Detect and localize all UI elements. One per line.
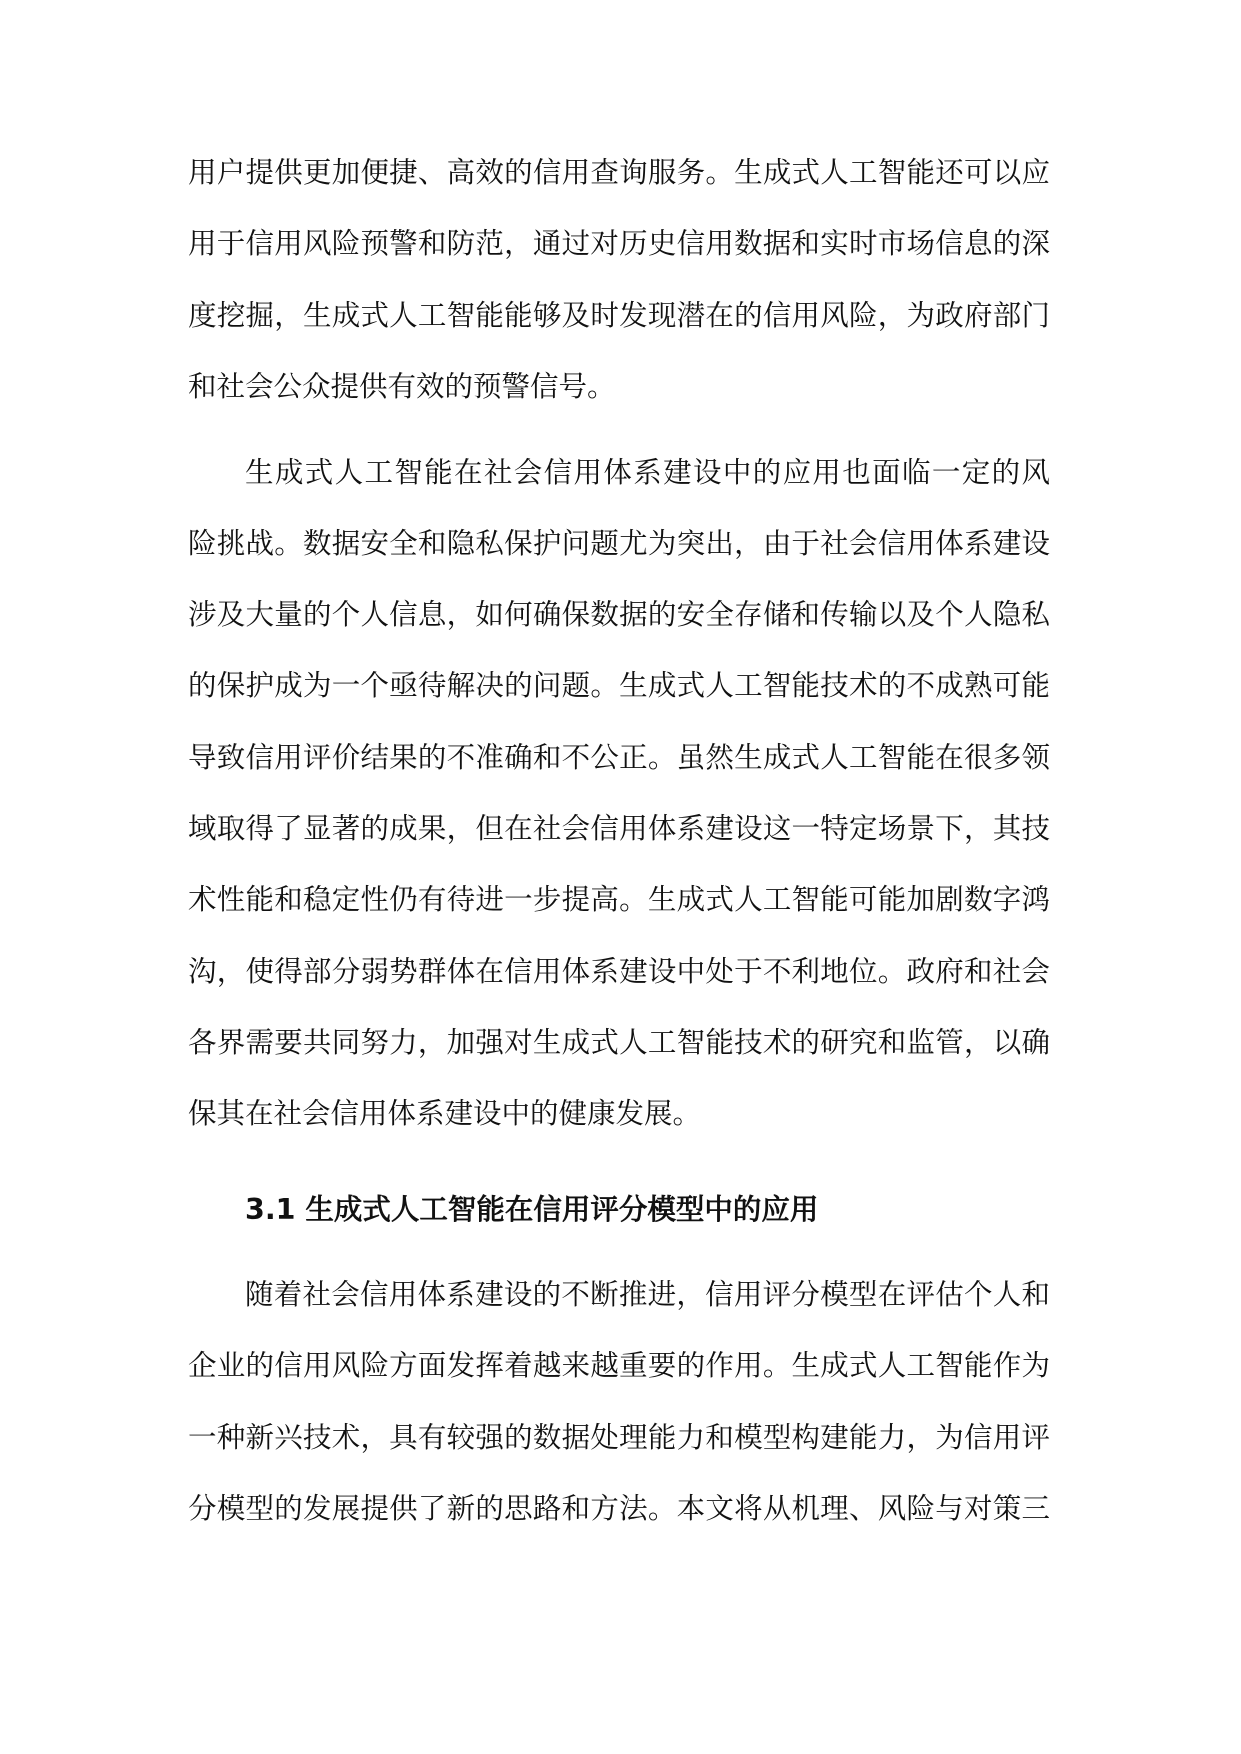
paragraph-1-line-2: 用于信用风险预警和防范，通过对历史信用数据和实时市场信息的深 (188, 227, 1050, 260)
paragraph-2-line-5: 导致信用评价结果的不准确和不公正。虽然生成式人工智能在很多领 (188, 741, 1050, 774)
paragraph-3-line-3: 一种新兴技术，具有较强的数据处理能力和模型构建能力，为信用评 (188, 1421, 1050, 1454)
paragraph-1-line-4: 和社会公众提供有效的预警信号。 (188, 370, 616, 403)
section-heading: 3.1 生成式人工智能在信用评分模型中的应用 (245, 1193, 819, 1226)
paragraph-1-line-1: 用户提供更加便捷、高效的信用查询服务。生成式人工智能还可以应 (188, 156, 1050, 189)
paragraph-3-line-4: 分模型的发展提供了新的思路和方法。本文将从机理、风险与对策三 (188, 1492, 1050, 1525)
paragraph-2-line-9: 各界需要共同努力，加强对生成式人工智能技术的研究和监管，以确 (188, 1026, 1050, 1059)
paragraph-2-line-2: 险挑战。数据安全和隐私保护问题尤为突出，由于社会信用体系建设 (188, 527, 1050, 560)
paragraph-2-line-6: 域取得了显著的成果，但在社会信用体系建设这一特定场景下，其技 (188, 812, 1050, 845)
paragraph-2-line-4: 的保护成为一个亟待解决的问题。生成式人工智能技术的不成熟可能 (188, 669, 1050, 702)
paragraph-3-line-1: 随着社会信用体系建设的不断推进，信用评分模型在评估个人和 (245, 1278, 1050, 1311)
paragraph-2-line-3: 涉及大量的个人信息，如何确保数据的安全存储和传输以及个人隐私 (188, 598, 1050, 631)
paragraph-2-line-7: 术性能和稳定性仍有待进一步提高。生成式人工智能可能加剧数字鸿 (188, 883, 1050, 916)
paragraph-2-line-8: 沟，使得部分弱势群体在信用体系建设中处于不利地位。政府和社会 (188, 955, 1050, 988)
paragraph-2-line-10: 保其在社会信用体系建设中的健康发展。 (188, 1097, 702, 1130)
paragraph-3-line-2: 企业的信用风险方面发挥着越来越重要的作用。生成式人工智能作为 (188, 1349, 1050, 1382)
paragraph-1-line-3: 度挖掘，生成式人工智能能够及时发现潜在的信用风险，为政府部门 (188, 299, 1050, 332)
paragraph-2-line-1: 生成式人工智能在社会信用体系建设中的应用也面临一定的风 (245, 456, 1050, 489)
